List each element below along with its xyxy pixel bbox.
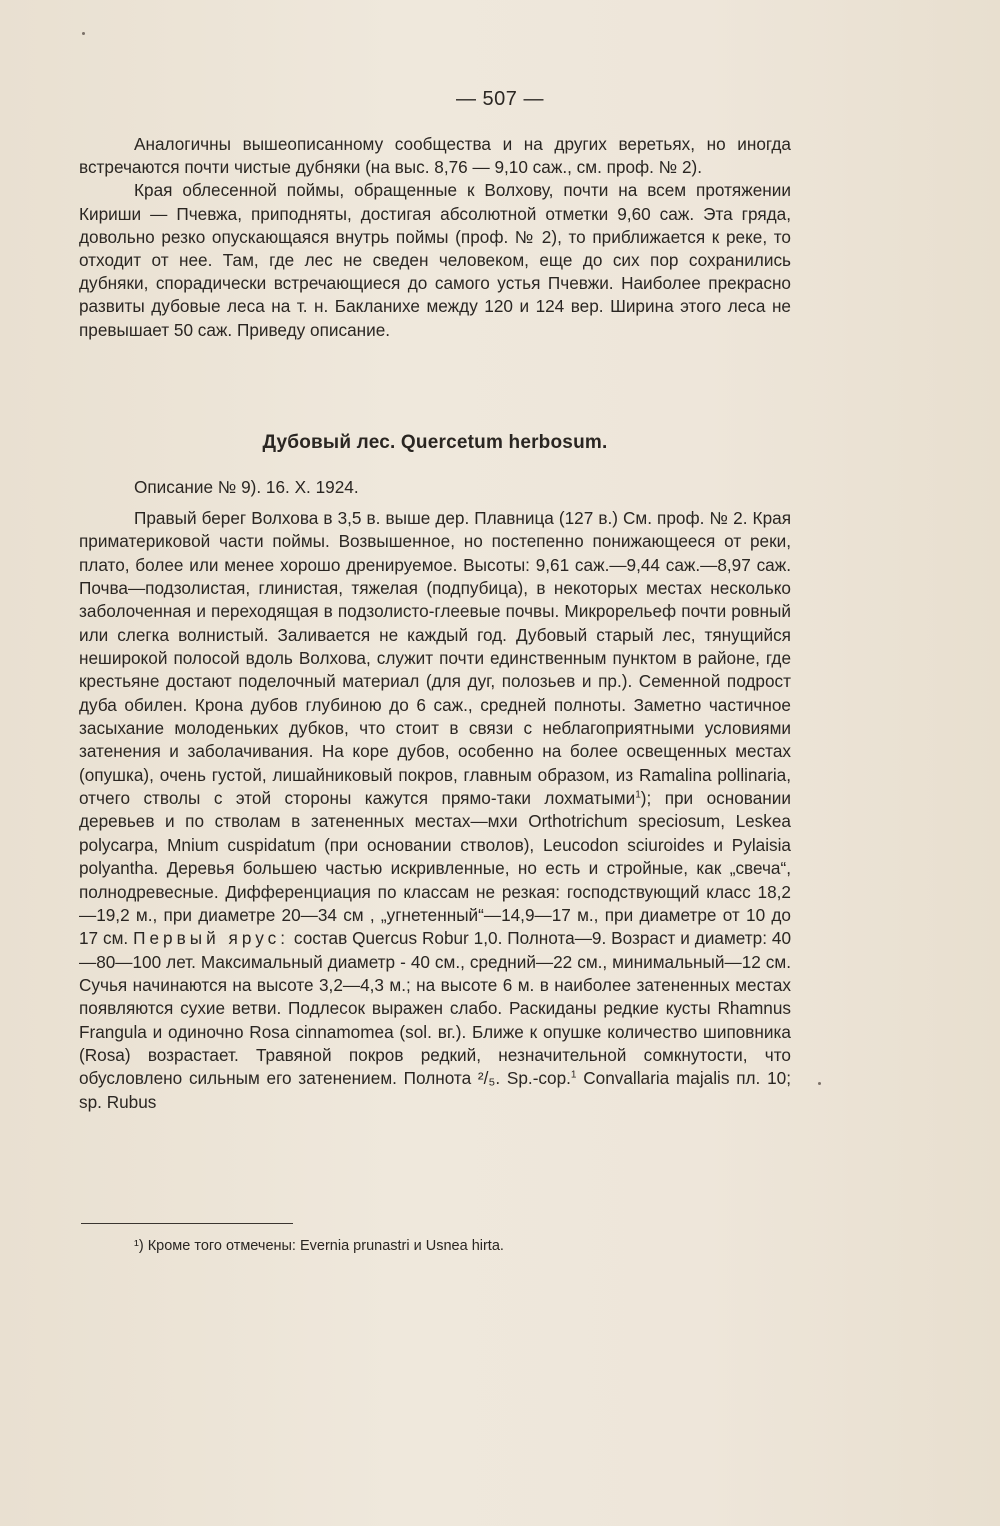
description-part-5: Convallaria majalis пл. 10; sp. Rubus — [79, 1068, 791, 1112]
page-number: — 507 — — [456, 88, 544, 110]
intro-text — [79, 133, 791, 342]
paper-speck — [818, 1082, 821, 1085]
intro-paragraph-2: Края облесенной поймы, обращенные к Волхову, почти на всем протяжении Кириши — Пчевжа, приподняты, достигая абсолютной отметки 9,60 саж. Эта гряда, довольно резко опускающаяся внутрь поймы (проф. № 2), то приближается к реке, то отходит от нее. Там, где лес не сведен человеком, еще до сих пор сохранились дубняки, спорадически встречающиеся до самого устья Пчевжи. Наиболее прекрасно развиты дубовые леса на т. н. Бакланихе между 120 и 124 вер. Ширина этого леса не превышает 50 саж. Приведу описание. — [79, 180, 791, 340]
description-part-1: Правый берег Волхова в 3,5 в. выше дер. Плавница (127 в.) См. проф. № 2. Края приматериковой части поймы. Возвышенное, но постепенно понижающееся от реки, плато, более или менее хорошо дренируемое. Высоты: 9,61 саж.—9,44 саж.—8,97 саж. Почва—подзолистая, глинистая, тяжелая (подпубица), в некоторых местах несколько заболоченная и переходящая в подзолисто-глеевые почвы. Микрорельеф почти ровный или слегка волнистый. Заливается не каждый год. Дубовый старый лес, тянущийся неширокой полосой вдоль Волхова, служит почти единственным пунктом в районе, где крестьяне достают поделочный материал (для дуг, полозьев и пр.). Семенной подрост дуба обилен. Крона дубов глубиною до 6 саж., средней полноты. Заметно частичное засыхание молоденьких дубков, что стоит в связи с неблагоприятными условиями затенения и заболачивания. На коре дубов, особенно на более освещенных местах (опушка), очень густой, лишайниковый покров, главным образом, из Ramalina pollinaria, отчего стволы с этой стороны кажутся прямо-таки лохматыми — [79, 508, 791, 809]
paper-speck — [82, 32, 85, 35]
fraction: ²/₅ — [477, 1068, 496, 1089]
description-part-3: состав Quercus Robur 1,0. Полнота—9. Возраст и диаметр: 40—80—100 лет. Максимальный диаметр - 40 см., средний—22 см., минимальный—12 см. Сучья начинаются на высоте 3,2—4,3 м.; на высоте 6 м. в наиболее затененных местах появляются сухие ветви. Подлесок выражен слабо. Раскиданы редкие кусты Rhamnus Frangula и одиночно Rosa cinnamomea (sol. вг.). Ближе к опушке количество шиповника (Rosa) возрастает. Травяной покров редкий, незначительной сомкнутости, что обусловлено сильным его затенением. Полнота — [79, 928, 792, 1089]
footnote-mark: ¹) — [134, 1238, 144, 1254]
footnote-text: Кроме того отмечены: Evernia prunastri и Usnea hirta. — [147, 1238, 504, 1254]
description-part-2: ); при основании деревьев и по стволам в затененных местах—мхи Orthotrichum speciosum, Leskea polycarpa, Mnium cuspidatum (при основании стволов), Leucodon sciuroides и Pylaisia polyantha. Деревья большею частью искривленные, но есть и стройные, как „свеча“, полнодревесные. Дифференциация по классам не резкая: господствующий класс 18,2—19,2 м., при диаметре 20—34 см , „угнетенный“—14,9—17 м., при диаметре от 10 до 17 см. — [79, 788, 791, 949]
intro-paragraph-1: Аналогичны вышеописанному сообщества и на других веретьях, но иногда встречаются почти чистые дубняки (на выс. 8,76 — 9,10 саж., см. проф. № 2). — [79, 134, 791, 178]
section-heading: Дубовый лес. Quercetum herbosum. — [262, 432, 608, 453]
footnote — [134, 1236, 504, 1256]
description-header: Описание № 9). 16. X. 1924. — [134, 477, 359, 497]
tier-label: Первый ярус: — [133, 928, 290, 949]
description-paragraph — [79, 507, 791, 1114]
footnote-ref: 1 — [570, 1069, 577, 1081]
footnote-ref: 1 — [635, 789, 641, 801]
footnote-divider — [81, 1223, 293, 1224]
description-part-4: . Sp.-cop. — [495, 1068, 571, 1089]
description-text — [79, 507, 791, 1114]
